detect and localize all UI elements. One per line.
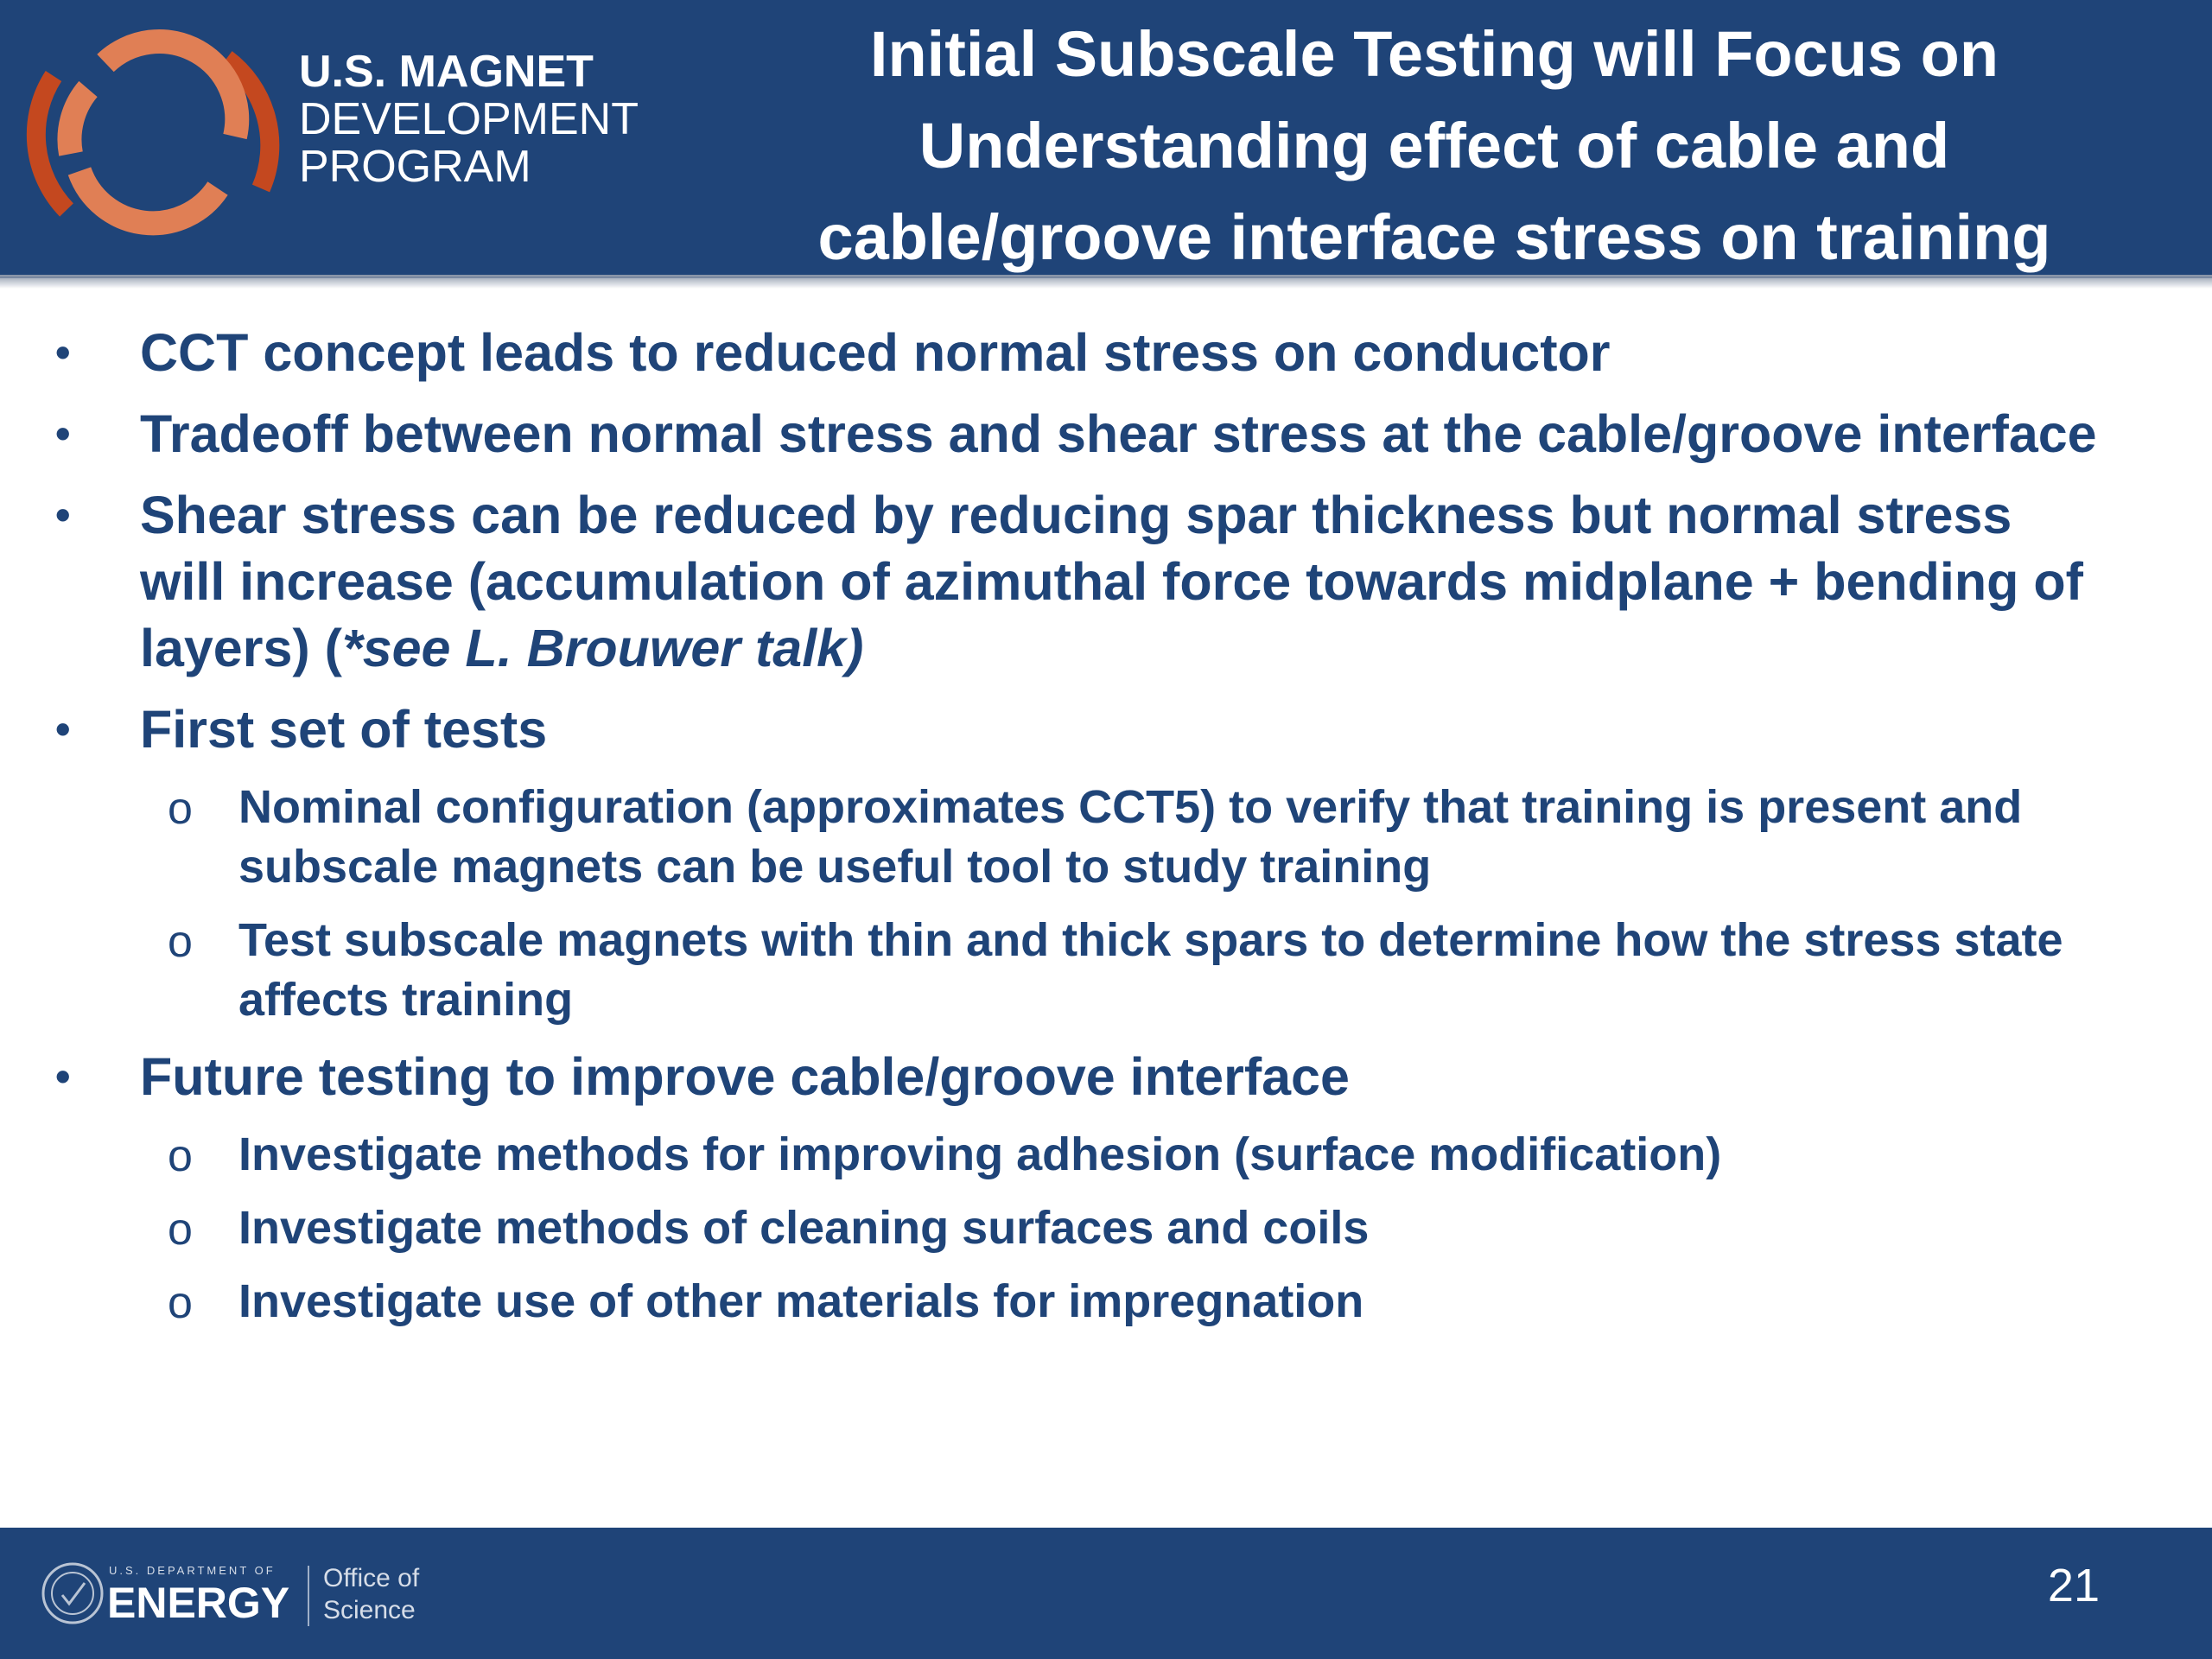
slide-footer [0,1528,2212,1659]
bullet-text: First set of tests [140,700,548,759]
program-name-line: DEVELOPMENT [299,94,639,144]
circle-bullet-icon: o [168,917,193,967]
bullet-dot-icon: • [55,1052,71,1101]
bullet-item [0,696,2101,763]
program-name-line: U.S. MAGNET [299,47,594,97]
program-name [299,48,639,191]
slide-title-line: cable/groove interface stress on training [817,201,2051,273]
circle-bullet-icon: o [168,1278,193,1328]
bullet-item [0,401,2101,467]
doe-energy-wordmark: ENERGY [107,1579,290,1627]
sub-bullet-item [0,1272,2096,1332]
doe-department-label: U.S. DEPARTMENT OF [109,1564,276,1577]
bullet-list [0,320,2212,1345]
bullet-text: Tradeoff between normal stress and shear stress at the cable/groove interface [140,404,2097,463]
sub-bullet-item [0,911,2096,1030]
footer-divider [308,1566,309,1626]
bullet-text: Future testing to improve cable/groove interface [140,1047,1350,1106]
bullet-item [0,320,2101,386]
circle-bullet-icon: o [168,1131,193,1181]
slide-title-line: Initial Subscale Testing will Focus on [869,18,1999,90]
bullet-dot-icon: • [55,705,71,753]
office-line: Office of [323,1564,420,1592]
bullet-text: CCT concept leads to reduced normal stress on conductor [140,323,1611,382]
sub-bullet-item [0,778,2096,897]
circle-bullet-icon: o [168,784,193,834]
sub-bullet-text: Nominal configuration (approximates CCT5) to verify that training is present and subscale magnets can be useful tool to study training [238,781,2023,893]
bullet-text-italic: *see L. Brouwer talk) [341,619,864,677]
magnet-program-logo [19,24,296,249]
sub-bullet-item [0,1198,2096,1258]
office-of-science [323,1562,419,1626]
circle-bullet-icon: o [168,1205,193,1255]
sub-bullet-text: Test subscale magnets with thin and thick spars to determine how the stress state affects training [238,914,2063,1026]
slide-header [0,0,2212,278]
header-shadow [0,275,2212,289]
program-name-line: PROGRAM [299,142,531,192]
bullet-item [0,482,2101,682]
bullet-item [0,1044,2101,1110]
sub-bullet-text: Investigate use of other materials for impregnation [238,1275,1364,1327]
slide-title [657,9,2212,283]
bullet-dot-icon: • [55,491,71,539]
sub-bullet-item [0,1125,2096,1185]
slide-title-line: Understanding effect of cable and [918,110,1950,181]
bullet-dot-icon: • [55,410,71,458]
bullet-text: Shear stress can be reduced by reducing spar thickness but normal stress will increase (accumulation of azimuthal force towards midplane + bending of layers) ( [140,486,2083,677]
office-line: Science [323,1596,416,1624]
page-number: 21 [2047,1560,2100,1611]
bullet-dot-icon: • [55,328,71,377]
sub-bullet-text: Investigate methods for improving adhesion (surface modification) [238,1128,1722,1180]
doe-seal-icon [40,1560,105,1626]
sub-bullet-text: Investigate methods of cleaning surfaces and coils [238,1202,1370,1254]
